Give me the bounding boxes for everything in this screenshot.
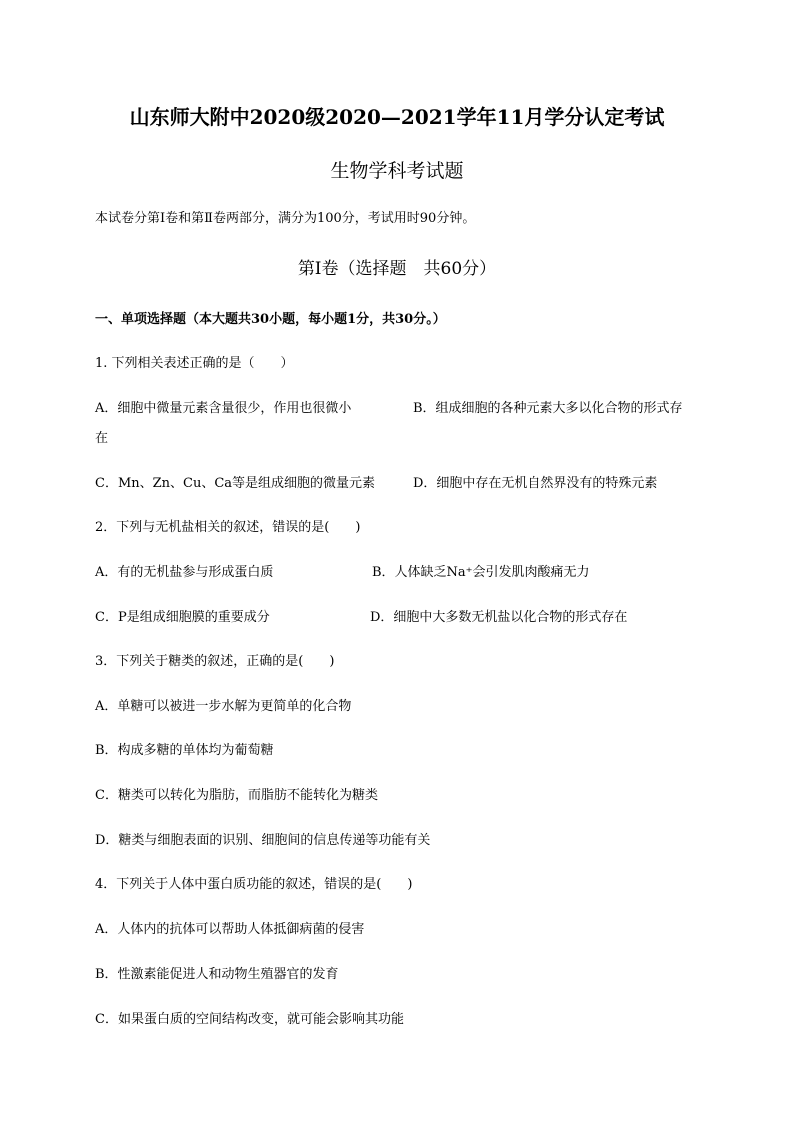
question-3-option-c: C．糖类可以转化为脂肪，而脂肪不能转化为糖类 [95, 788, 378, 803]
question-1-option-a: A．细胞中微量元素含量很少，作用也很微小 [95, 401, 352, 416]
question-1-stem: 1. 下列相关表述正确的是（ ） [95, 356, 294, 371]
question-1-option-b-cont: 在 [95, 431, 109, 446]
exam-title: 山东师大附中2020级2020—2021学年11月学分认定考试 [129, 105, 665, 129]
question-1-option-b: B．组成细胞的各种元素大多以化合物的形式存 [413, 401, 683, 416]
question-2-stem: 2．下列与无机盐相关的叙述，错误的是( ) [95, 520, 361, 535]
question-3-option-a: A．单糖可以被进一步水解为更简单的化合物 [95, 699, 352, 714]
question-2-option-c: C．P是组成细胞膜的重要成分 [95, 610, 270, 625]
question-4-option-c: C．如果蛋白质的空间结构改变，就可能会影响其功能 [95, 1012, 404, 1027]
question-1-option-c: C．Mn、Zn、Cu、Ca等是组成细胞的微量元素 [95, 476, 376, 491]
question-2-option-d: D．细胞中大多数无机盐以化合物的形式存在 [370, 610, 628, 625]
question-2-option-a: A．有的无机盐参与形成蛋白质 [95, 565, 274, 580]
question-4-option-b: B．性激素能促进人和动物生殖器官的发育 [95, 967, 339, 982]
question-4-option-a: A．人体内的抗体可以帮助人体抵御病菌的侵害 [95, 922, 365, 937]
exam-subtitle: 生物学科考试题 [330, 160, 464, 182]
section-heading: 一、单项选择题（本大题共30小题，每小题1分，共30分。） [95, 312, 446, 327]
question-3-option-b: B．构成多糖的单体均为葡萄糖 [95, 743, 274, 758]
question-4-stem: 4．下列关于人体中蛋白质功能的叙述，错误的是( ) [95, 877, 413, 892]
question-3-option-d: D．糖类与细胞表面的识别、细胞间的信息传递等功能有关 [95, 833, 431, 848]
question-2-option-b: B．人体缺乏Na⁺会引发肌肉酸痛无力 [372, 565, 590, 580]
question-3-stem: 3．下列关于糖类的叙述，正确的是( ) [95, 654, 335, 669]
question-1-option-d: D．细胞中存在无机自然界没有的特殊元素 [413, 476, 658, 491]
exam-intro: 本试卷分第Ⅰ卷和第Ⅱ卷两部分，满分为100分，考试用时90分钟。 [95, 211, 476, 226]
section-title: 第Ⅰ卷（选择题 共60分） [297, 259, 497, 279]
